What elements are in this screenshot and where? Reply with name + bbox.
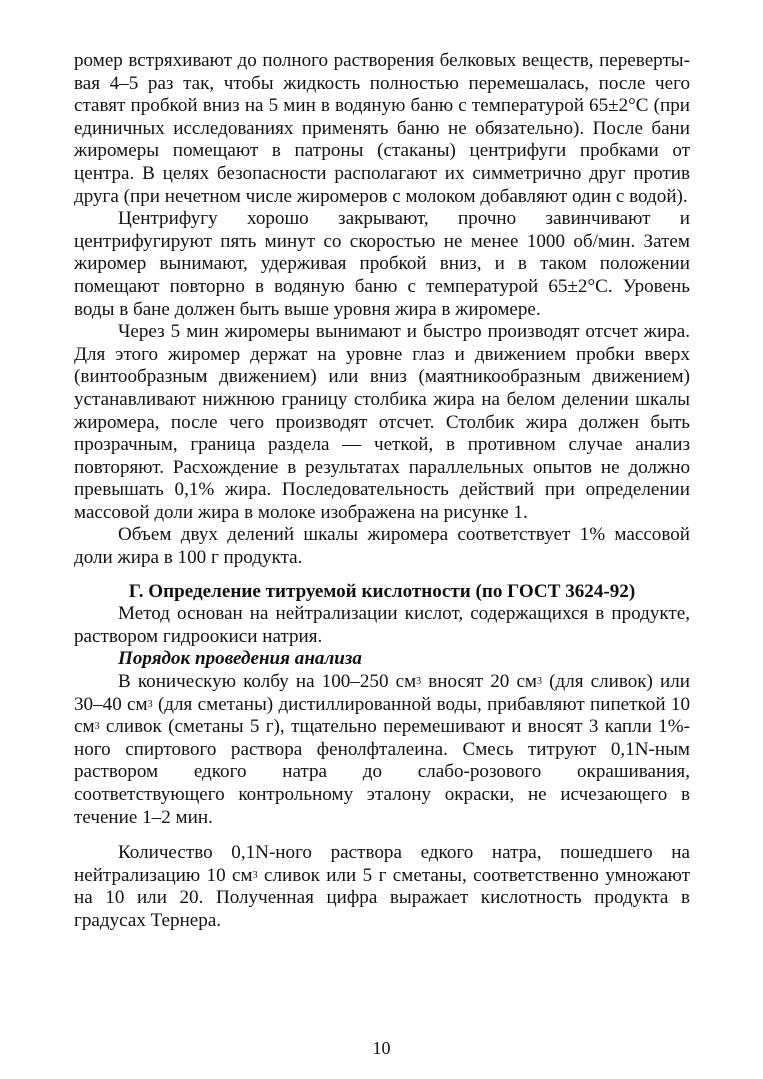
p6-text-4: (для сметаны) дистиллированной воды, прибавляют пипеткой 10 см bbox=[74, 693, 690, 738]
section-heading: Г. Определение титруемой кислотности (по ГОСТ 3624-92) bbox=[128, 580, 636, 602]
p6-text-2: вносят 20 см bbox=[421, 671, 538, 693]
paragraph-6 bbox=[74, 671, 690, 829]
p7-text-2: сливок или 5 г сметаны, соответственно умножают на 10 или 20. Полученная цифра выражает кислотность продукта в градусах Тернера. bbox=[74, 864, 690, 931]
p6-text-5: сливок (сметаны 5 г), тщательно перемешивают и вносят 3 капли 1%-ного спиртового раствора фенолфталеина. Смесь титруют 0,1N-ным раствором едкого натра до слабо-розового окрашивания, соответствующего контрольному эталону окраски, не исчезающего в течение 1–2 мин. bbox=[74, 716, 690, 828]
p6-text-3: (для сливок) или 30–40 см bbox=[74, 671, 690, 715]
document-page bbox=[74, 50, 690, 933]
paragraph-4: Объем двух делений шкалы жиромера соответствует 1% массовой доли жира в 100 г продукта. bbox=[74, 524, 690, 569]
page-number: 10 bbox=[372, 1038, 391, 1058]
paragraph-1: ромер встряхивают до полного растворения белковых веществ, перевертывая 4–5 раз так, чтобы жидкость полностью перемешалась, после чего ставят пробкой вниз на 5 мин в водяную баню с температурой 65±2°С (при единичных исследованиях применять баню не обязательно). После бани жиромеры помещают в патроны (стаканы) центрифуги пробками от центра. В целях безопасности располагают их симметрично друг против друга (при нечетном числе жиромеров с молоком добавляют один с водой). bbox=[74, 50, 690, 207]
paragraph-2: Центрифугу хорошо закрывают, прочно завинчивают и центрифугируют пять минут со скоростью не менее 1000 об/мин. Затем жиромер вынимают, удерживая пробкой вниз, и в таком положении помещают повторно в водяную баню с температурой 65±2°С. Уровень воды в бане должен быть выше уровня жира в жиромере. bbox=[74, 208, 690, 320]
p7-text-1: Количество 0,1N-ного раствора едкого натра, пошедшего на нейтрализацию 10 см bbox=[74, 842, 690, 886]
procedure-subheading: Порядок проведения анализа bbox=[118, 648, 362, 670]
p6-text-1: В коническую колбу на 100–250 см bbox=[118, 671, 417, 693]
p6-sup-4: 3 bbox=[94, 721, 100, 733]
paragraph-7 bbox=[74, 842, 690, 932]
p6-sup-3: 3 bbox=[147, 698, 153, 710]
p6-sup-2: 3 bbox=[537, 676, 543, 688]
paragraph-3: Через 5 мин жиромеры вынимают и быстро производят отсчет жира. Для этого жиромер держат на уровне глаз и движением пробки вверх (винтообразным движением) или вниз (маятникообразным движением) устанавливают нижнюю границу столбика жира на белом делении шкалы жиромера, после чего производят отсчет. Столбик жира должен быть прозрачным, граница раздела — четкой, в противном случае анализ повторяют. Расхождение в результатах параллельных опытов не должно превышать 0,1% жира. Последовательность действий при определении массовой доли жира в молоке изображена на рисунке 1. bbox=[74, 321, 690, 523]
p6-sup-1: 3 bbox=[416, 676, 422, 688]
p7-sup-1: 3 bbox=[252, 869, 258, 881]
paragraph-5: Метод основан на нейтрализации кислот, содержащихся в продукте, раствором гидроокиси натрия. bbox=[74, 603, 690, 647]
